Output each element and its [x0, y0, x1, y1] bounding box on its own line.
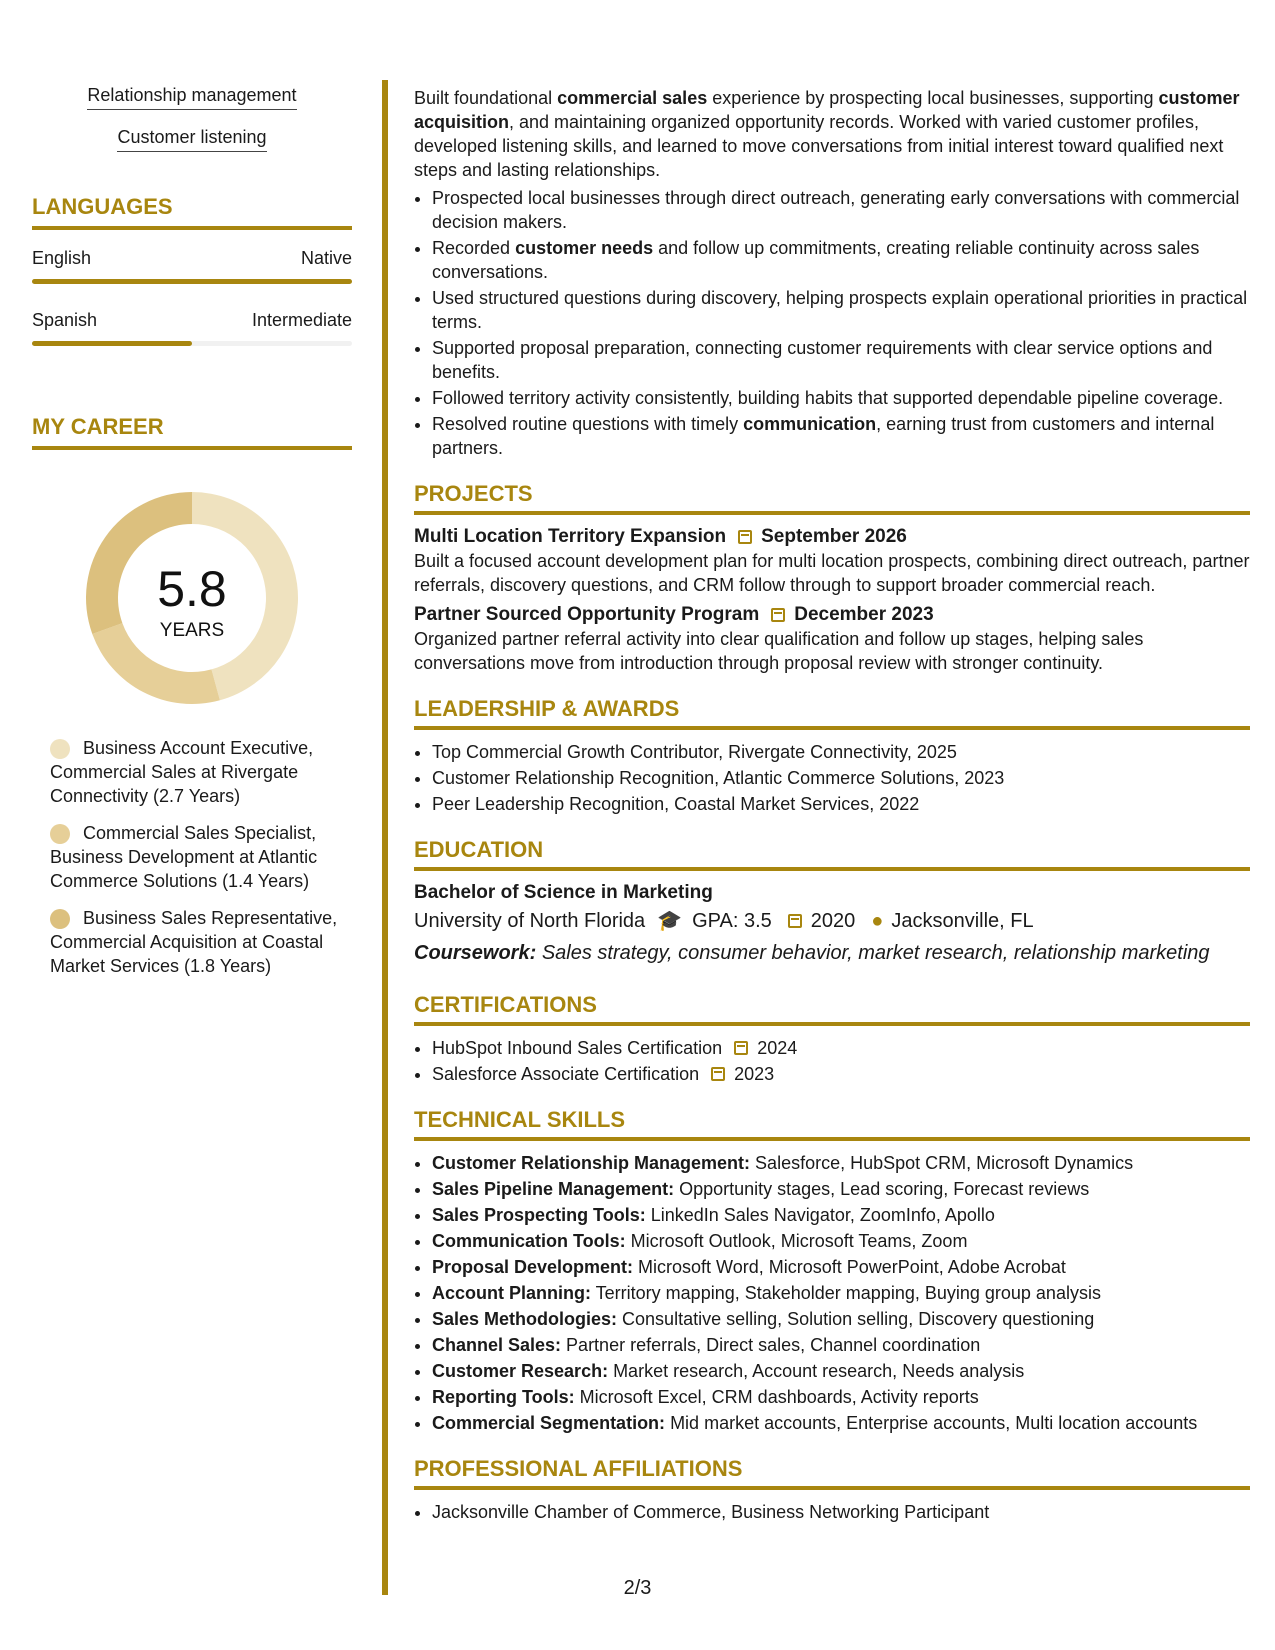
experience-bullet: • Resolved routine questions with timely communication, earning trust from customers and internal partners. [432, 412, 1250, 460]
graduation-cap-icon: 🎓 [657, 910, 683, 932]
awards-list [414, 740, 1250, 816]
project-name: Partner Sourced Opportunity Program [414, 604, 760, 625]
award-item: • Customer Relationship Recognition, Atlantic Commerce Solutions, 2023 [432, 766, 1250, 790]
skill-tag: Customer listening [32, 127, 352, 152]
role-color-dot [50, 824, 70, 844]
career-donut-chart [84, 490, 300, 706]
project-name: Multi Location Territory Expansion [414, 526, 727, 547]
career-total: 5.8 [157, 561, 227, 617]
education-gpa: GPA: 3.5 [692, 910, 772, 932]
education-school: University of North Florida [414, 910, 646, 932]
language-bar-fill [32, 341, 192, 346]
role-color-dot [50, 909, 70, 929]
education-year: 2020 [810, 910, 856, 932]
technical-skills-heading: TECHNICAL SKILLS [414, 1108, 1250, 1141]
technical-skills-list [414, 1151, 1250, 1435]
award-item: • Top Commercial Growth Contributor, Rivergate Connectivity, 2025 [432, 740, 1250, 764]
career-heading: MY CAREER [32, 414, 352, 450]
project-date: September 2026 [761, 526, 907, 547]
awards-heading: LEADERSHIP & AWARDS [414, 697, 1250, 730]
technical-skill-item: • Sales Pipeline Management: Opportunity stages, Lead scoring, Forecast reviews [432, 1177, 1250, 1201]
calendar-icon [711, 1067, 725, 1081]
experience-summary: Built foundational commercial sales experience by prospecting local businesses, supporting customer acquisition, and maintaining organized opportunity records. Worked with varied customer profiles, developed listening skills, and learned to move conversations from initial interest toward qualified next steps and lasting relationships. [414, 88, 1240, 180]
projects-heading: PROJECTS [414, 482, 1250, 515]
project-item [414, 525, 1250, 597]
education-degree: Bachelor of Science in Marketing [414, 882, 713, 903]
experience-bullet: • Prospected local businesses through direct outreach, generating early conversations with commercial decision makers. [432, 186, 1250, 234]
location-pin-icon: ● [871, 910, 884, 932]
page-number: 2/3 [623, 1577, 652, 1599]
education-coursework: Coursework: Sales strategy, consumer behavior, market research, relationship marketing [414, 942, 1210, 964]
calendar-icon [788, 914, 802, 928]
experience-bullet: • Followed territory activity consistently, building habits that supported dependable pipeline coverage. [432, 386, 1250, 410]
technical-skill-item: • Reporting Tools: Microsoft Excel, CRM dashboards, Activity reports [432, 1385, 1250, 1409]
main-content [414, 86, 1250, 1526]
project-description: Organized partner referral activity into clear qualification and follow up stages, helping sales conversations move from introduction through proposal review with stronger continuity. [414, 629, 1144, 673]
language-name: English [32, 248, 92, 268]
column-divider [382, 80, 388, 1595]
language-bar [32, 341, 352, 346]
calendar-icon [738, 530, 752, 544]
certifications-heading: CERTIFICATIONS [414, 993, 1250, 1026]
affiliation-item: • Jacksonville Chamber of Commerce, Business Networking Participant [432, 1500, 1250, 1524]
education-heading: EDUCATION [414, 838, 1250, 871]
career-role: Business Sales Representative, Commercial Acquisition at Coastal Market Services (1.8 Years) [50, 908, 338, 976]
language-name: Spanish [32, 310, 98, 330]
project-description: Built a focused account development plan for multi location prospects, combining direct outreach, partner referrals, discovery questions, and CRM follow through to support broader commercial reach. [414, 551, 1250, 595]
certification-item: • Salesforce Associate Certification 2023 [432, 1062, 1250, 1086]
affiliations-heading: PROFESSIONAL AFFILIATIONS [414, 1457, 1250, 1490]
role-color-dot [50, 739, 70, 759]
language-item [32, 310, 352, 346]
calendar-icon [734, 1041, 748, 1055]
calendar-icon [771, 608, 785, 622]
technical-skill-item: • Channel Sales: Partner referrals, Direct sales, Channel coordination [432, 1333, 1250, 1357]
technical-skill-item: • Commercial Segmentation: Mid market accounts, Enterprise accounts, Multi location accounts [432, 1411, 1250, 1435]
language-bar-fill [32, 279, 352, 284]
certifications-list [414, 1036, 1250, 1086]
career-role: Commercial Sales Specialist, Business Development at Atlantic Commerce Solutions (1.4 Years) [50, 823, 318, 891]
skill-tag: Relationship management [32, 85, 352, 110]
experience-bullet: • Supported proposal preparation, connecting customer requirements with clear service options and benefits. [432, 336, 1250, 384]
affiliations-list [414, 1500, 1250, 1524]
project-date: December 2023 [794, 604, 934, 625]
languages-heading: LANGUAGES [32, 194, 352, 230]
experience-bullets [414, 186, 1250, 460]
sidebar [32, 85, 352, 991]
experience-bullet: • Recorded customer needs and follow up commitments, creating reliable continuity across sales conversations. [432, 236, 1250, 284]
language-bar [32, 279, 352, 284]
language-level: Native [300, 248, 352, 268]
technical-skill-item: • Sales Methodologies: Consultative selling, Solution selling, Discovery questioning [432, 1307, 1250, 1331]
career-role: Business Account Executive, Commercial Sales at Rivergate Connectivity (2.7 Years) [50, 738, 314, 806]
technical-skill-item: • Proposal Development: Microsoft Word, Microsoft PowerPoint, Adobe Acrobat [432, 1255, 1250, 1279]
technical-skill-item: • Customer Relationship Management: Salesforce, HubSpot CRM, Microsoft Dynamics [432, 1151, 1250, 1175]
career-unit: YEARS [159, 620, 225, 641]
language-level: Intermediate [251, 310, 352, 330]
technical-skill-item: • Communication Tools: Microsoft Outlook, Microsoft Teams, Zoom [432, 1229, 1250, 1253]
award-item: • Peer Leadership Recognition, Coastal Market Services, 2022 [432, 792, 1250, 816]
project-item [414, 603, 1250, 675]
technical-skill-item: • Sales Prospecting Tools: LinkedIn Sales Navigator, ZoomInfo, Apollo [432, 1203, 1250, 1227]
language-item [32, 248, 352, 284]
skill-tags [32, 85, 352, 152]
experience-bullet: • Used structured questions during discovery, helping prospects explain operational priorities in practical terms. [432, 286, 1250, 334]
education-details [414, 909, 1250, 933]
career-roles [32, 736, 352, 978]
education-location: Jacksonville, FL [891, 910, 1034, 932]
certification-item: • HubSpot Inbound Sales Certification 2024 [432, 1036, 1250, 1060]
technical-skill-item: • Account Planning: Territory mapping, Stakeholder mapping, Buying group analysis [432, 1281, 1250, 1305]
technical-skill-item: • Customer Research: Market research, Account research, Needs analysis [432, 1359, 1250, 1383]
